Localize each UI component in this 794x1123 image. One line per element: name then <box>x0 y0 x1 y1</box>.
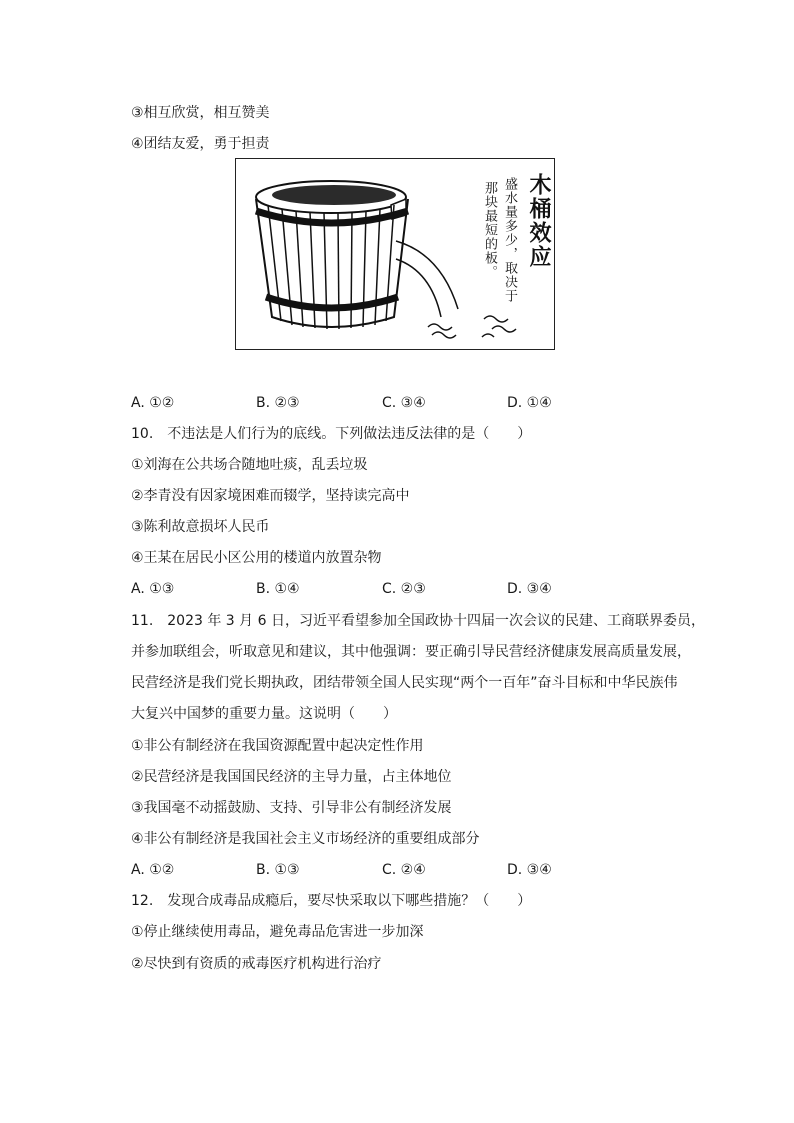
option-c[interactable]: C. ③④ <box>382 395 426 411</box>
answer-options-q11 <box>131 860 691 880</box>
choice-item: ②尽快到有资质的戒毒医疗机构进行治疗 <box>131 956 382 972</box>
bucket-effect-illustration <box>235 158 555 350</box>
choice-item: ③陈利故意损坏人民币 <box>131 519 270 535</box>
option-c[interactable]: C. ②④ <box>382 862 426 878</box>
option-c[interactable]: C. ②③ <box>382 581 426 597</box>
question-stem: 10. 不违法是人们行为的底线。下列做法违反法律的是（ ） <box>131 426 532 442</box>
choice-item: ③相互欣赏，相互赞美 <box>131 105 270 121</box>
answer-options-q9 <box>131 393 691 413</box>
option-d[interactable]: D. ③④ <box>507 581 552 597</box>
choice-item: ①停止继续使用毒品，避免毒品危害进一步加深 <box>131 924 424 940</box>
answer-options-q10 <box>131 579 691 599</box>
option-a[interactable]: A. ①② <box>131 862 175 878</box>
illustration-caption: 盛水量多少，取决于 <box>502 177 517 303</box>
question-stem: 12. 发现合成毒品成瘾后，要尽快采取以下哪些措施？（ ） <box>131 893 532 909</box>
choice-item: ②李青没有因家境困难而辍学，坚持读完高中 <box>131 488 410 504</box>
choice-item: ④团结友爱，勇于担责 <box>131 136 270 152</box>
illustration-title: 木桶效应 <box>526 173 552 269</box>
choice-item: ①刘海在公共场合随地吐痰，乱丢垃圾 <box>131 457 368 473</box>
choice-item: ③我国毫不动摇鼓励、支持、引导非公有制经济发展 <box>131 800 452 816</box>
illustration-caption: 那块最短的板。 <box>482 181 497 279</box>
choice-item: ②民营经济是我国国民经济的主导力量，占主体地位 <box>131 769 452 785</box>
option-b[interactable]: B. ①④ <box>256 581 300 597</box>
option-b[interactable]: B. ①③ <box>256 862 300 878</box>
option-b[interactable]: B. ②③ <box>256 395 300 411</box>
question-stem: 11. 2023 年 3 月 6 日，习近平看望参加全国政协十四届一次会议的民建、工商联界委员， <box>131 613 705 629</box>
option-d[interactable]: D. ③④ <box>507 862 552 878</box>
choice-item: ④非公有制经济是我国社会主义市场经济的重要组成部分 <box>131 831 480 847</box>
option-d[interactable]: D. ①④ <box>507 395 552 411</box>
question-stem: 民营经济是我们党长期执政，团结带领全国人民实现“两个一百年”奋斗目标和中华民族伟 <box>131 675 678 691</box>
question-stem: 并参加联组会，听取意见和建议，其中他强调：要正确引导民营经济健康发展高质量发展， <box>131 644 691 660</box>
option-a[interactable]: A. ①③ <box>131 581 175 597</box>
choice-item: ①非公有制经济在我国资源配置中起决定性作用 <box>131 738 424 754</box>
option-a[interactable]: A. ①② <box>131 395 175 411</box>
question-stem: 大复兴中国梦的重要力量。这说明（ ） <box>131 706 397 722</box>
choice-item: ④王某在居民小区公用的楼道内放置杂物 <box>131 550 382 566</box>
